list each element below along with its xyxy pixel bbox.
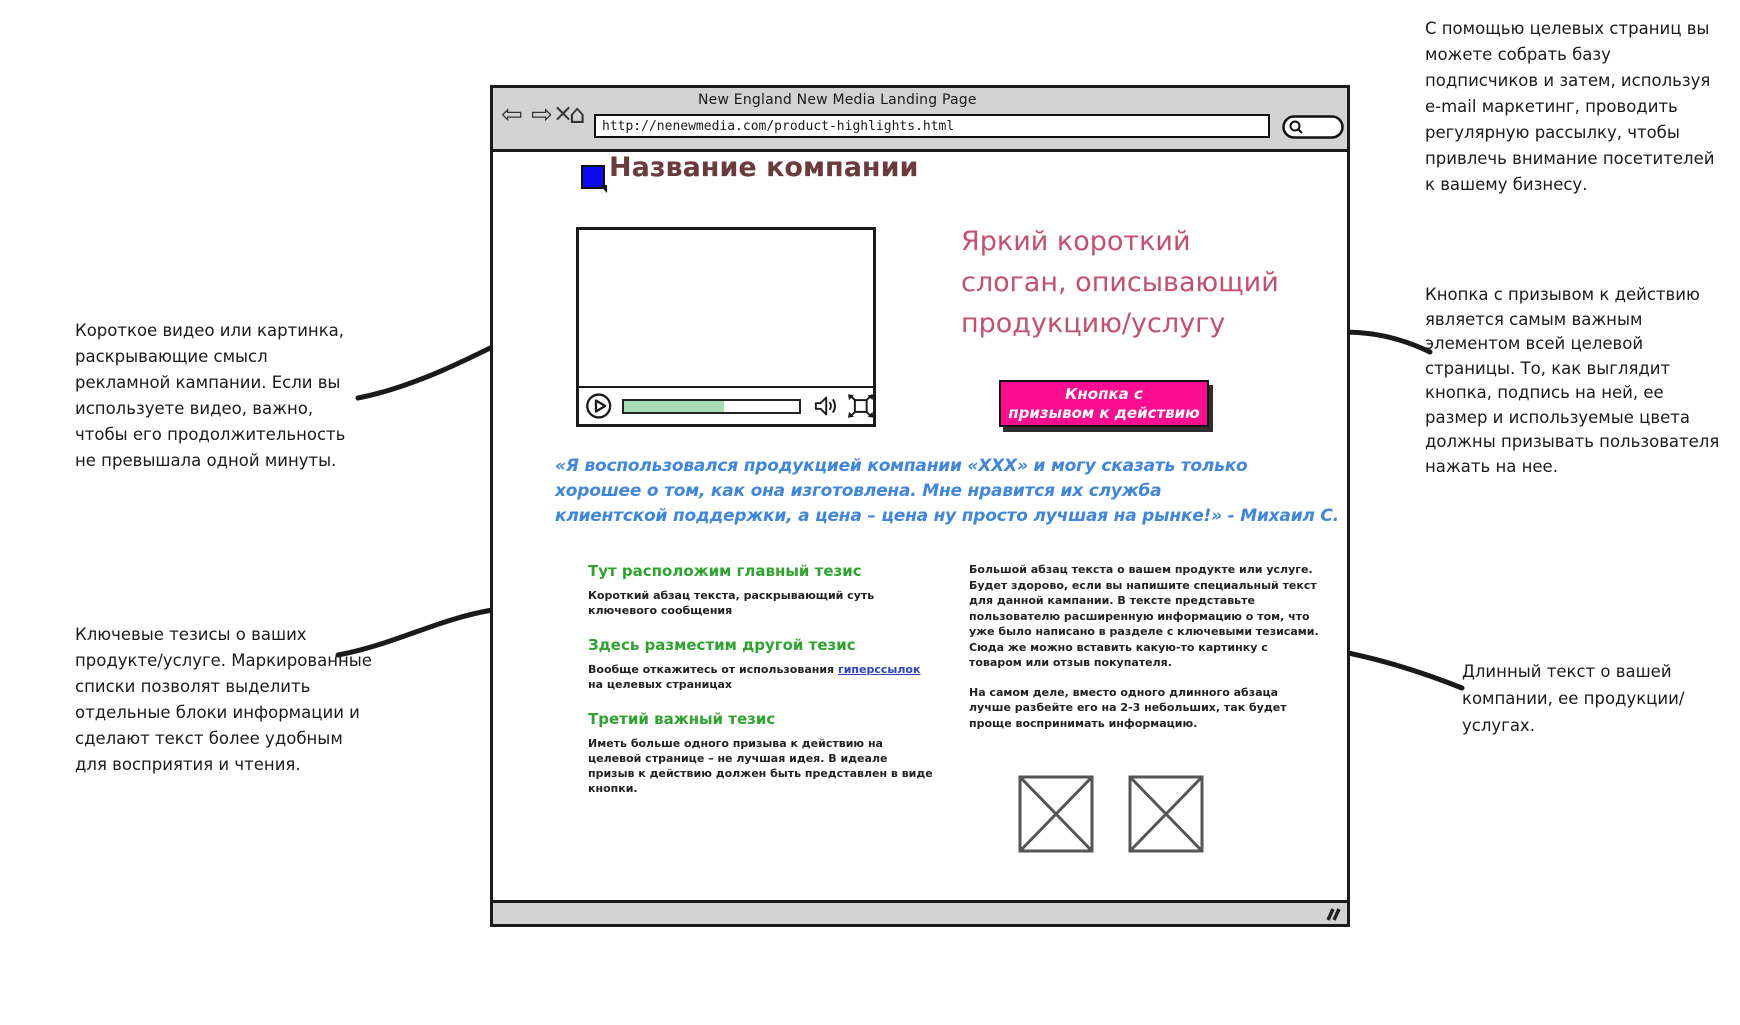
video-progress-fill [624, 401, 724, 412]
long-text-paragraph-2: На самом деле, вместо одного длинного абзаца лучше разбейте его на 2-3 небольших, так будет проще воспринимать информацию. [969, 685, 1287, 730]
testimonial-line: «Я воспользовался продукцией компании «ХХХ» и могу сказать только [555, 456, 1248, 476]
slogan-line: Яркий короткий [961, 226, 1191, 257]
annotation-video: Короткое видео или картинка, раскрывающие смысл рекламной кампании. Если вы используете видео, важно, чтобы его продолжительность не превышала одной минуты. [75, 321, 346, 470]
company-logo [581, 165, 605, 189]
volume-icon[interactable] [813, 394, 839, 418]
cta-label-line: Кнопка с [1065, 384, 1143, 403]
cta-label-line: призывом к действию [1008, 403, 1200, 422]
video-progress-bar[interactable] [622, 399, 801, 414]
back-icon[interactable]: ⇦ [501, 100, 523, 130]
annotation-bullets: Ключевые тезисы о ваших продукте/услуге. Маркированные списки позволят выделить отдельные блоки информации и сделают текст более удобным для восприятия и чтения. [75, 625, 372, 774]
url-text: http://nenewmedia.com/product-highlights.html [602, 118, 955, 134]
slogan-line: слоган, описывающий [961, 267, 1279, 298]
search-field[interactable] [1282, 115, 1344, 139]
thesis-heading-1: Тут расположим главный тезис [588, 562, 862, 580]
video-controls [579, 386, 873, 424]
forward-icon[interactable]: ⇨ [531, 100, 553, 130]
thesis-heading-3: Третий важный тезис [588, 710, 776, 728]
slogan [961, 221, 1279, 344]
thesis-body-1: Короткий абзац текста, раскрывающий суть ключевого сообщения [588, 589, 875, 617]
testimonial-line: хорошее о том, как она изготовлена. Мне нравится их служба [555, 481, 1162, 501]
annotation-long-text: Длинный текст о вашей компании, ее продукции/услугах. [1462, 662, 1685, 735]
window-title: New England New Media Landing Page [698, 92, 977, 108]
testimonial-line: клиентской поддержки, а цена – цена ну просто лучшая на рынке!» - Михаил С. [555, 506, 1339, 526]
annotation-cta: Кнопка с призывом к действию является самым важным элементом всей целевой страницы. То, как выглядит кнопка, подпись на ней, ее размер и используемые цвета должны призывать пользователя нажать на нее. [1425, 285, 1720, 476]
testimonial-quote [555, 454, 1339, 529]
home-icon[interactable]: ⌂ [569, 100, 586, 130]
thesis-body-3: Иметь больше одного призыва к действию на целевой странице – не лучшая идея. В идеале призыв к действию должен быть представлен в виде кнопки. [588, 737, 933, 795]
browser-window [490, 85, 1350, 927]
cta-button[interactable] [999, 380, 1209, 427]
thesis-body-2-text: Вообще откажитесь от использования [588, 663, 838, 676]
image-placeholder-icon [1018, 775, 1094, 853]
image-placeholder-icon [1128, 775, 1204, 853]
close-icon[interactable]: × [553, 99, 574, 127]
company-name: Название компании [609, 152, 919, 183]
thesis-body-2-text-after: на целевых страницах [588, 678, 732, 691]
play-icon[interactable] [585, 392, 612, 420]
video-player [576, 227, 876, 427]
thesis-body-2 [588, 662, 934, 692]
long-text-section [969, 562, 1321, 745]
url-field[interactable] [594, 114, 1270, 138]
browser-titlebar [493, 88, 1347, 152]
fullscreen-icon[interactable] [848, 394, 874, 418]
browser-statusbar [493, 900, 1347, 924]
search-icon [1282, 115, 1344, 139]
thesis-heading-2: Здесь разместим другой тезис [588, 636, 856, 654]
hyperlink[interactable]: гиперссылок [837, 663, 921, 676]
slogan-line: продукцию/услугу [961, 308, 1226, 339]
theses-section [588, 562, 934, 814]
resize-grip-icon[interactable] [1325, 907, 1341, 922]
annotation-subscribers: С помощью целевых страниц вы можете собрать базу подписчиков и затем, используя e-mail маркетинг, проводить регулярную рассылку, чтобы привлечь внимание посетителей к вашему бизнесу. [1425, 19, 1715, 194]
long-text-paragraph-1: Большой абзац текста о вашем продукте или услуге. Будет здорово, если вы напишите специальный текст для данной кампании. В тексте представьте пользователю расширенную информацию о том, что уже было написано в разделе с ключевыми тезисами. Сюда же можно вставить какую-то картинку с товаром или отзыв покупателя. [969, 563, 1319, 669]
